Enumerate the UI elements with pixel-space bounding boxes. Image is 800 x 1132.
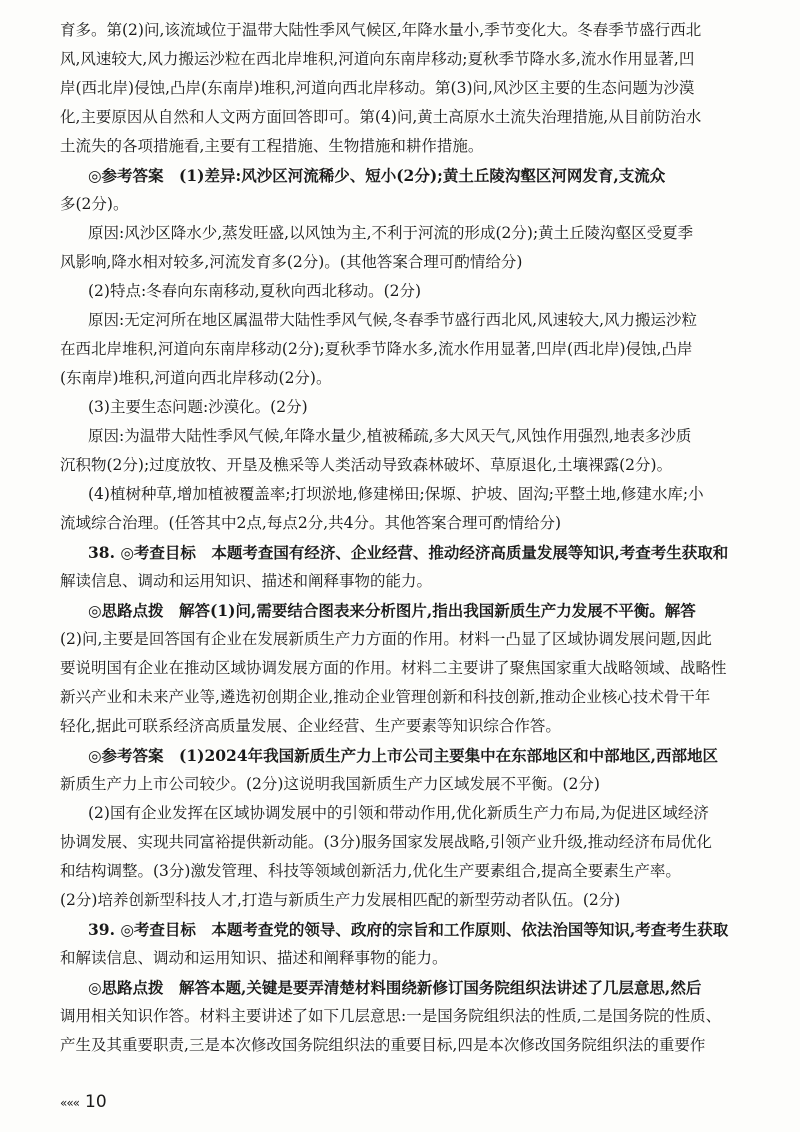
- text-line: 岸(西北岸)侵蚀,凸岸(东南岸)堆积,河道向西北岸移动。第(3)问,风沙区主要的生态问题为沙漠: [60, 79, 695, 97]
- text-line: 育多。第(2)问,该流域位于温带大陆性季风气候区,年降水量小,季节变化大。冬春季节盛行西北: [60, 21, 702, 39]
- question-38-objective-line: 38. ◎考查目标 本题考查国有经济、企业经营、推动经济高质量发展等知识,考查考生获取和: [88, 543, 729, 562]
- text-line: 轻化,据此可联系经济高质量发展、企业经营、生产要素等知识综合作答。: [60, 717, 561, 735]
- text-line: 解读信息、调动和运用知识、描述和阐释事物的能力。: [60, 572, 433, 590]
- page-number: 10: [85, 1092, 107, 1112]
- text-line: 协调发展、实现共同富裕提供新动能。(3分)服务国家发展战略,引领产业升级,推动经济布局优化: [60, 833, 712, 851]
- text-line: (4)植树种草,增加植被覆盖率;打坝淤地,修建梯田;保塬、护坡、固沟;平整土地,修建水库;小: [88, 485, 704, 503]
- text-line: 原因:为温带大陆性季风气候,年降水量少,植被稀疏,多大风天气,风蚀作用强烈,地表多沙质: [88, 427, 692, 445]
- footer-marks: «««: [60, 1096, 80, 1110]
- text-line: (3)主要生态问题:沙漠化。(2分): [88, 398, 308, 416]
- text-line: 和解读信息、调动和运用知识、描述和阐释事物的能力。: [60, 949, 448, 967]
- question-39-hint-line: ◎思路点拨 解答本题,关键是要弄清楚材料围绕新修订国务院组织法讲述了几层意思,然后: [88, 978, 702, 997]
- text-line: 原因:无定河所在地区属温带大陆性季风气候,冬春季节盛行西北风,风速较大,风力搬运沙粒: [88, 311, 698, 329]
- question-39-objective-line: 39. ◎考查目标 本题考查党的领导、政府的宗旨和工作原则、依法治国等知识,考查考生获取: [88, 920, 729, 939]
- text-line: 新质生产力上市公司较少。(2分)这说明我国新质生产力区域发展不平衡。(2分): [60, 775, 600, 793]
- text-line: 化,主要原因从自然和人文两方面回答即可。第(4)问,黄土高原水土流失治理措施,从目前防治水: [60, 108, 702, 126]
- text-line: 多(2分)。: [60, 195, 129, 213]
- text-line: 新兴产业和未来产业等,遴选初创期企业,推动企业管理创新和科技创新,推动企业核心技术骨干年: [60, 688, 711, 706]
- text-line: 风影响,降水相对较多,河流发育多(2分)。(其他答案合理可酌情给分): [60, 253, 523, 271]
- text-line: 在西北岸堆积,河道向东南岸移动(2分);夏秋季节降水多,流水作用显著,凹岸(西北岸)侵蚀,凸岸: [60, 340, 693, 358]
- text-line: (东南岸)堆积,河道向西北岸移动(2分)。: [60, 369, 332, 387]
- document-page: [60, 0, 740, 1132]
- text-line: 调用相关知识作答。材料主要讲述了如下几层意思:一是国务院组织法的性质,二是国务院的性质、: [60, 1007, 722, 1025]
- question-38-hint-line: ◎思路点拨 解答(1)问,需要结合图表来分析图片,指出我国新质生产力发展不平衡。解答: [88, 601, 696, 620]
- text-line: (2)问,主要是回答国有企业在发展新质生产力方面的作用。材料一凸显了区域协调发展问题,因此: [60, 630, 712, 648]
- question-38-answer-line: ◎参考答案 (1)2024年我国新质生产力上市公司主要集中在东部地区和中部地区,西部地区: [88, 746, 719, 765]
- page-footer: [60, 1087, 107, 1117]
- reference-answer-heading-line: ◎参考答案 (1)差异:风沙区河流稀少、短小(2分);黄土丘陵沟壑区河网发育,支流众: [88, 166, 666, 185]
- text-line: 沉积物(2分);过度放牧、开垦及樵采等人类活动导致森林破坏、草原退化,土壤裸露(2分)。: [60, 456, 673, 474]
- text-line: 流域综合治理。(任答其中2点,每点2分,共4分。其他答案合理可酌情给分): [60, 514, 562, 532]
- text-line: (2)特点:冬春向东南移动,夏秋向西北移动。(2分): [88, 282, 422, 300]
- text-line: 和结构调整。(3分)激发管理、科技等领域创新活力,优化生产要素组合,提高全要素生产率。: [60, 862, 681, 880]
- text-line: 原因:风沙区降水少,蒸发旺盛,以风蚀为主,不利于河流的形成(2分);黄土丘陵沟壑区受夏季: [88, 224, 694, 242]
- text-line: 产生及其重要职责,三是本次修改国务院组织法的重要目标,四是本次修改国务院组织法的重要作: [60, 1036, 706, 1054]
- text-line: 风,风速较大,风力搬运沙粒在西北岸堆积,河道向东南岸移动;夏秋季节降水多,流水作用显著,凹: [60, 50, 695, 68]
- text-line: (2分)培养创新型科技人才,打造与新质生产力发展相匹配的新型劳动者队伍。(2分): [60, 891, 621, 909]
- text-line: 土流失的各项措施看,主要有工程措施、生物措施和耕作措施。: [60, 137, 484, 155]
- text-line: (2)国有企业发挥在区域协调发展中的引领和带动作用,优化新质生产力布局,为促进区域经济: [88, 804, 709, 822]
- text-line: 要说明国有企业在推动区域协调发展方面的作用。材料二主要讲了聚焦国家重大战略领域、战略性: [60, 659, 727, 677]
